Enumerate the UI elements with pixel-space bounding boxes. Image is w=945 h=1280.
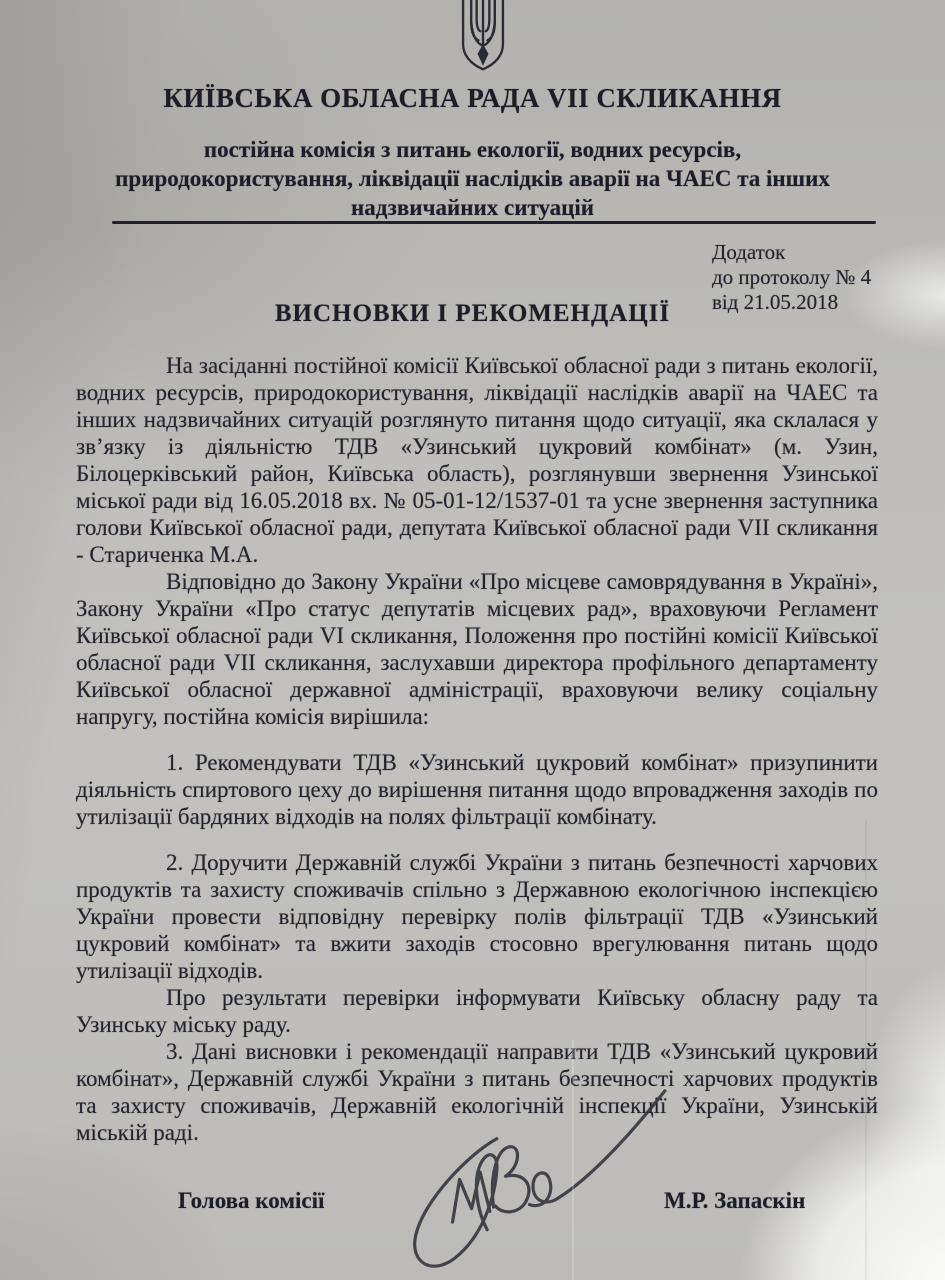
signoff-position-label: Голова комісії xyxy=(178,1188,325,1213)
paragraph-item-2-note: Про результати перевірки інформувати Київську обласну раду та Узинську міську раду. xyxy=(76,985,878,1037)
commission-line-1: постійна комісія з питань екології, водних ресурсів, xyxy=(203,137,742,162)
commission-line-3: надзвичайних ситуацій xyxy=(350,195,595,220)
council-title: КИЇВСЬКА ОБЛАСНА РАДА VII СКЛИКАННЯ xyxy=(163,83,782,113)
paragraph-item-3: 3. Дані висновки і рекомендації направити ТДВ «Узинський цукровий комбінат», Державній службі України з питань безпечності харчових продуктів та захисту споживачів, Державній екологічній інспекції України, Узинській міській раді. xyxy=(76,1039,878,1145)
paragraph-intro: На засіданні постійної комісії Київської обласної ради з питань екології, водних ресурсів, природокористування, ліквідації наслідків аварії на ЧАЕС та інших надзвичайних ситуацій розглянуто питання щодо ситуації, яка склалася у зв’язку із діяльністю ТДВ «Узинський цукровий комбінат» (м. Узин, Білоцерківський район, Київська область), розглянувши звернення Узинської міської ради від 16.05.2018 вх. № 05-01-12/1537-01 та усне звернення заступника голови Київської обласної ради, депутата Київської обласної ради VII скликання - Стариченка М.А. xyxy=(76,353,878,567)
commission-name xyxy=(0,135,945,222)
document-body xyxy=(76,352,878,1146)
paragraph-item-2: 2. Доручити Державній службі України з питань безпечності харчових продуктів та захисту споживачів спільно з Державною екологічною інспекцією України провести відповідну перевірку полів фільтрації ТДВ «Узинський цукровий комбінат» та вжити заходів стосовно врегулювання питань щодо утилізації відходів. xyxy=(76,850,878,983)
ukraine-trident-emblem-icon xyxy=(454,0,512,82)
commission-line-2: природокористування, ліквідації наслідків аварії на ЧАЕС та інших xyxy=(115,166,830,191)
annex-line-3: від 21.05.2018 xyxy=(712,290,839,314)
paper-crease-shadow xyxy=(865,820,867,1280)
paragraph-legal-basis: Відповідно до Закону України «Про місцеве самоврядування в Україні», Закону України «Про статус депутатів місцевих рад», враховуючи Регламент Київської обласної ради VI скликання, Положення про постійні комісії Київської обласної ради VII скликання, заслухавши директора профільного департаменту Київської обласної державної адміністрації, враховуючи велику соціальну напругу, постійна комісія вирішила: xyxy=(76,569,878,729)
handwritten-signature xyxy=(388,1088,688,1278)
header-divider xyxy=(112,221,876,224)
document-title: ВИСНОВКИ І РЕКОМЕНДАЦІЇ xyxy=(274,300,671,327)
annex-line-1: Додаток xyxy=(712,240,786,264)
annex-line-2: до протоколу № 4 xyxy=(712,265,872,289)
paragraph-item-1: 1. Рекомендувати ТДВ «Узинський цукровий комбінат» призупинити діяльність спиртового цеху до вирішення питання щодо впровадження заходів по утилізації бардяних відходів на полях фільтрації комбінату. xyxy=(76,750,878,829)
paper-crease-highlight xyxy=(572,1040,574,1280)
signoff-name: М.Р. Запаскін xyxy=(664,1188,806,1213)
